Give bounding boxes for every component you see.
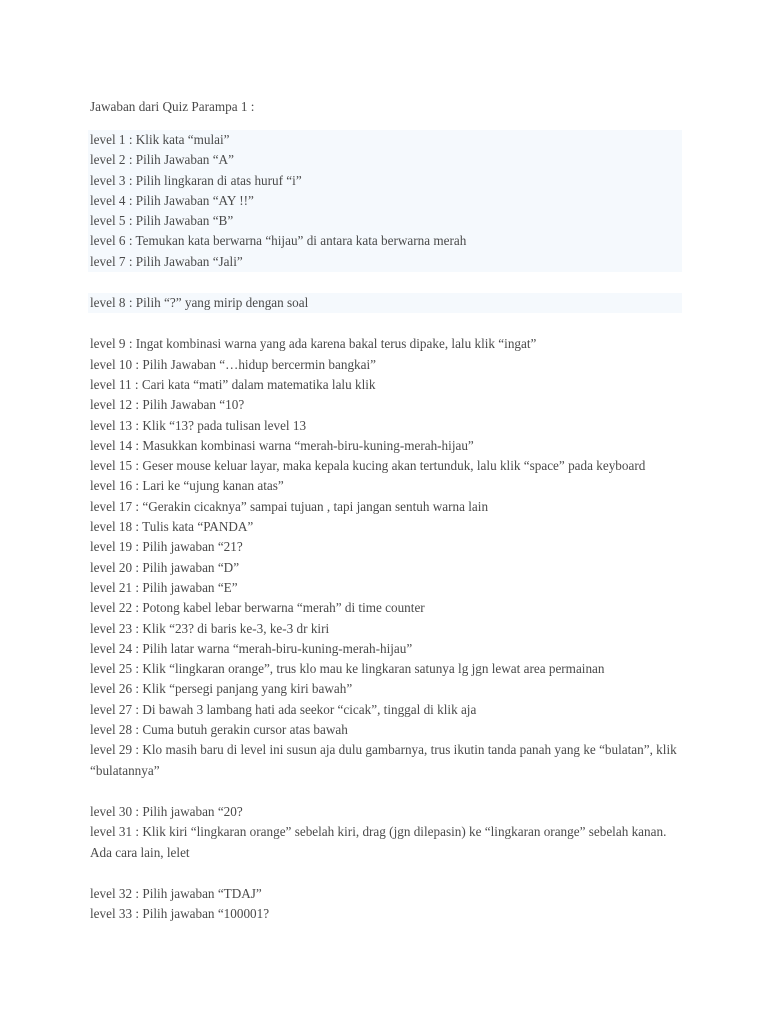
answer-line: level 28 : Cuma butuh gerakin cursor atas bawah [90,722,348,738]
answer-block [90,802,682,863]
answer-line: level 12 : Pilih Jawaban “10? [90,397,245,413]
answer-line: level 20 : Pilih jawaban “D” [90,559,240,575]
block-gap [90,272,682,293]
block-gap [90,313,682,334]
answer-line: level 11 : Cari kata “mati” dalam matematika lalu klik [90,376,376,392]
answer-line: level 24 : Pilih latar warna “merah-biru-kuning-merah-hijau” [90,640,413,656]
answer-block [90,884,682,925]
answer-line: level 32 : Pilih jawaban “TDAJ” [90,885,262,901]
answer-line: level 31 : Klik kiri “lingkaran orange” sebelah kiri, drag (jgn dilepasin) ke “lingkaran orange” sebelah kanan. [90,824,667,840]
answer-block [88,130,682,272]
answer-line: level 19 : Pilih jawaban “21? [90,539,243,555]
answer-line: level 18 : Tulis kata “PANDA” [90,519,254,535]
answer-line: “bulatannya” [90,762,160,778]
answer-line: level 3 : Pilih lingkaran di atas huruf “i” [90,172,302,188]
document-title: Jawaban dari Quiz Parampa 1 : [90,99,255,114]
answer-line: level 8 : Pilih “?” yang mirip dengan soal [90,295,309,311]
answer-line: level 6 : Temukan kata berwarna “hijau” di antara kata berwarna merah [90,233,467,249]
answer-line: level 30 : Pilih jawaban “20? [90,803,243,819]
answer-line: level 23 : Klik “23? di baris ke-3, ke-3 dr kiri [90,620,330,636]
answer-line: level 1 : Klik kata “mulai” [90,132,230,147]
answer-line: level 26 : Klik “persegi panjang yang kiri bawah” [90,681,353,697]
answer-line: level 16 : Lari ke “ujung kanan atas” [90,478,284,494]
answer-line: level 25 : Klik “lingkaran orange”, trus klo mau ke lingkaran satunya lg jgn lewat area permainan [90,661,605,677]
answer-line: level 17 : “Gerakin cicaknya” sampai tujuan , tapi jangan sentuh warna lain [90,498,489,514]
answer-block [88,293,682,313]
answer-line: level 22 : Potong kabel lebar berwarna “merah” di time counter [90,600,425,616]
block-gap [90,781,682,802]
answer-line: level 10 : Pilih Jawaban “…hidup bercermin bangkai” [90,356,377,372]
answer-line: level 29 : Klo masih baru di level ini susun aja dulu gambarnya, trus ikutin tanda panah yang ke “bulatan”, klik [90,742,677,758]
answer-line: level 5 : Pilih Jawaban “B” [90,213,234,229]
answer-line: level 13 : Klik “13? pada tulisan level 13 [90,417,307,433]
answer-block [90,334,682,781]
answer-line: level 14 : Masukkan kombinasi warna “merah-biru-kuning-merah-hijau” [90,437,474,453]
answer-line: level 9 : Ingat kombinasi warna yang ada karena bakal terus dipake, lalu klik “ingat” [90,336,537,352]
block-gap [90,863,682,884]
answer-line: Ada cara lain, lelet [90,844,190,860]
answer-line: level 27 : Di bawah 3 lambang hati ada seekor “cicak”, tinggal di klik aja [90,701,477,717]
answer-line: level 15 : Geser mouse keluar layar, maka kepala kucing akan tertunduk, lalu klik “space” pada keyboard [90,458,646,474]
answer-list [90,130,682,924]
answer-line: level 2 : Pilih Jawaban “A” [90,152,234,168]
answer-line: level 21 : Pilih jawaban “E” [90,579,238,595]
answer-line: level 7 : Pilih Jawaban “Jali” [90,253,243,269]
answer-line: level 33 : Pilih jawaban “100001? [90,906,270,922]
document-page [90,96,682,924]
answer-line: level 4 : Pilih Jawaban “AY !!” [90,192,254,208]
